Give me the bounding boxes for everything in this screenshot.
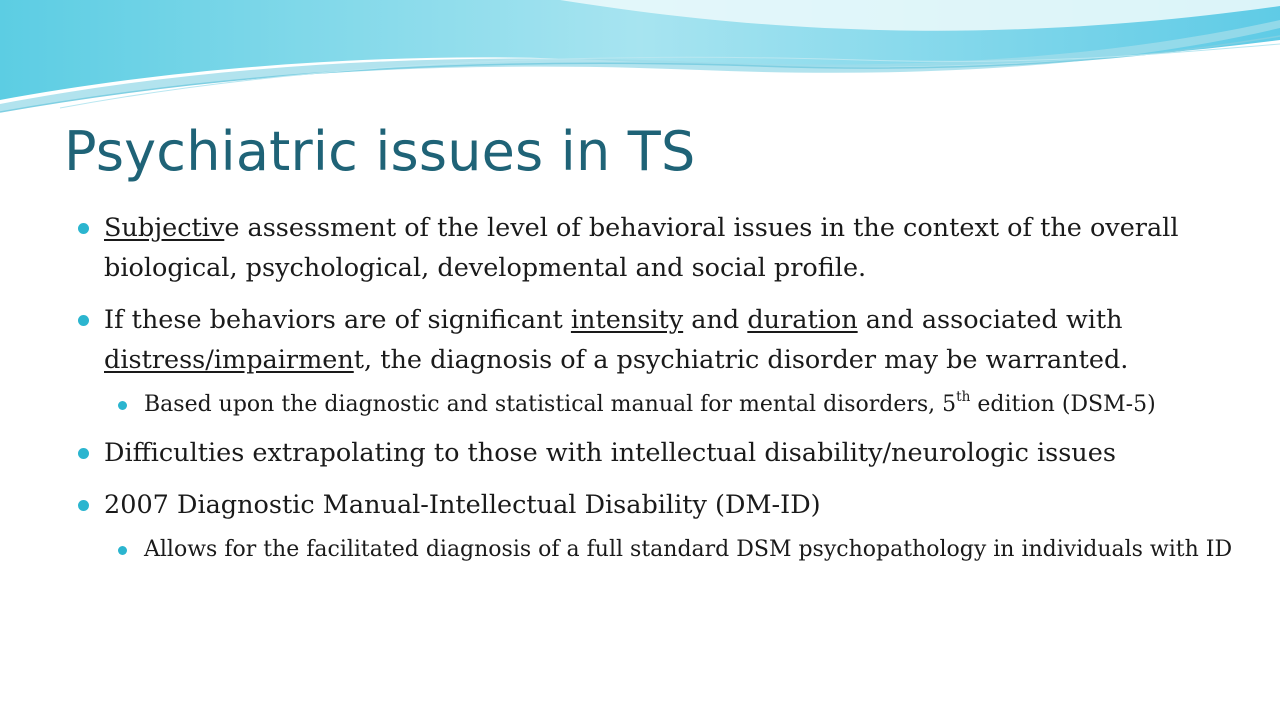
superscript-th: th xyxy=(956,388,971,405)
bullet-list xyxy=(78,208,1258,578)
bullet-dot-icon xyxy=(78,223,89,234)
bullet-text: t, the diagnosis of a psychiatric disorder may be warranted. xyxy=(353,345,1129,375)
bullet-text: and xyxy=(683,305,748,335)
header-wave-decoration xyxy=(0,0,1280,130)
bullet-dot-icon xyxy=(78,448,89,459)
underlined-term-duration: duration xyxy=(747,305,858,335)
bullet-item-dm-id xyxy=(78,485,1258,525)
sub-bullet-dot-icon xyxy=(118,401,127,410)
slide-title: Psychiatric issues in TS xyxy=(64,120,696,183)
bullet-item-difficulties xyxy=(78,433,1258,473)
underlined-term-subjective: Subjectiv xyxy=(104,213,225,243)
bullet-text: If these behaviors are of significant xyxy=(104,305,571,335)
bullet-text: e assessment of the level of behavioral issues in the context of the overall biological, psychological, developmental and social profile. xyxy=(104,213,1179,283)
bullet-text: 2007 Diagnostic Manual-Intellectual Disability (DM-ID) xyxy=(104,490,821,520)
sub-bullet-text: Based upon the diagnostic and statistical manual for mental disorders, 5 xyxy=(144,392,957,417)
sub-bullet-text: Allows for the facilitated diagnosis of a full standard DSM psychopathology in individuals with ID xyxy=(144,537,1233,562)
bullet-item-subjective-assessment xyxy=(78,208,1258,288)
bullet-text: Difficulties extrapolating to those with intellectual disability/neurologic issues xyxy=(104,438,1116,468)
bullet-dot-icon xyxy=(78,500,89,511)
underlined-term-intensity: intensity xyxy=(570,305,684,335)
sub-bullet-text: edition (DSM-5) xyxy=(970,392,1156,417)
bullet-dot-icon xyxy=(78,315,89,326)
sub-bullet-dot-icon xyxy=(118,546,127,555)
sub-bullet-item-dsm5 xyxy=(78,388,1258,421)
sub-bullet-item-facilitated-diagnosis xyxy=(78,533,1258,566)
bullet-text: and associated with xyxy=(857,305,1123,335)
bullet-item-significant-behaviors xyxy=(78,300,1258,380)
underlined-term-distress: distress/impairmen xyxy=(104,345,354,375)
